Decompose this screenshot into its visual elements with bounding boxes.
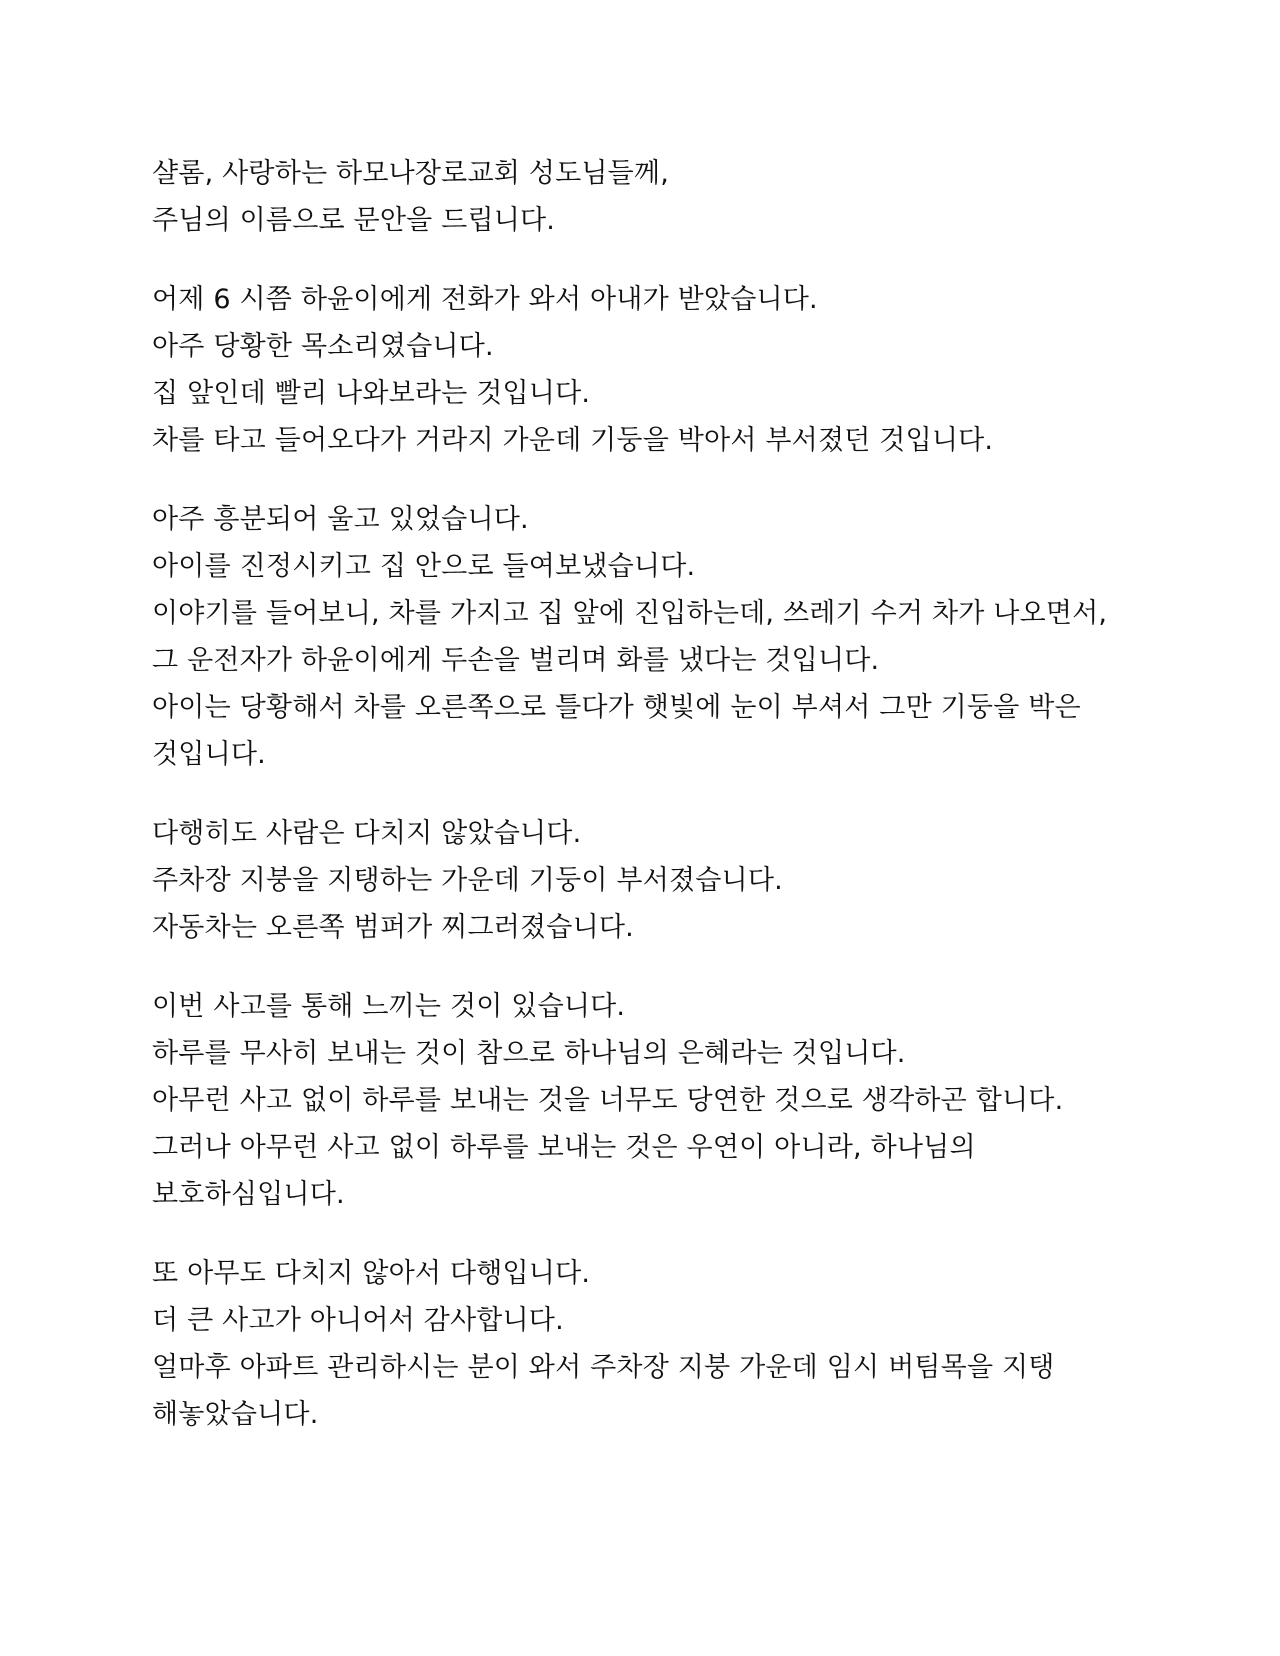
text-line: 이야기를 들어보니, 차를 가지고 집 앞에 진입하는데, 쓰레기 수거 차가 나오면서, xyxy=(152,598,1108,629)
text-line: 차를 타고 들어오다가 거라지 가운데 기둥을 박아서 부서졌던 것입니다. xyxy=(152,425,994,456)
letter-body xyxy=(152,150,1152,1470)
text-line: 해놓았습니다. xyxy=(152,1399,319,1430)
text-line: 주님의 이름으로 문안을 드립니다. xyxy=(152,205,556,236)
text-line: 하루를 무사히 보내는 것이 참으로 하나님의 은혜라는 것입니다. xyxy=(152,1038,906,1069)
text-line: 그 운전자가 하윤이에게 두손을 벌리며 화를 냈다는 것입니다. xyxy=(152,645,880,676)
text-line: 샬롬, 사랑하는 하모나장로교회 성도님들께, xyxy=(152,158,669,189)
text-line: 어제 6 시쯤 하윤이에게 전화가 와서 아내가 받았습니다. xyxy=(152,284,818,315)
text-line: 아주 당황한 목소리였습니다. xyxy=(152,331,494,362)
paragraph-gratitude xyxy=(152,1250,1152,1438)
text-line: 아이를 진정시키고 집 안으로 들여보냈습니다. xyxy=(152,551,696,582)
text-line: 그러나 아무런 사고 없이 하루를 보내는 것은 우연이 아니라, 하나님의 xyxy=(152,1132,976,1163)
text-line: 다행히도 사람은 다치지 않았습니다. xyxy=(152,818,582,849)
text-line: 보호하심입니다. xyxy=(152,1179,345,1210)
paragraph-damage xyxy=(152,810,1152,951)
text-line: 집 앞인데 빨리 나와보라는 것입니다. xyxy=(152,378,591,409)
text-line: 아주 흥분되어 울고 있었습니다. xyxy=(152,504,529,535)
paragraph-greeting xyxy=(152,150,1152,244)
text-line: 아무런 사고 없이 하루를 보내는 것을 너무도 당연한 것으로 생각하곤 합니다. xyxy=(152,1085,1064,1116)
text-line: 자동차는 오른쪽 범퍼가 찌그러졌습니다. xyxy=(152,912,634,943)
paragraph-phone-call xyxy=(152,276,1152,464)
text-line: 주차장 지붕을 지탱하는 가운데 기둥이 부서졌습니다. xyxy=(152,865,783,896)
text-line: 또 아무도 다치지 않아서 다행입니다. xyxy=(152,1258,591,1289)
text-line: 아이는 당황해서 차를 오른쪽으로 틀다가 햇빛에 눈이 부셔서 그만 기둥을 박은 xyxy=(152,692,1081,723)
paragraph-story xyxy=(152,496,1152,778)
paragraph-reflection xyxy=(152,983,1152,1218)
text-line: 이번 사고를 통해 느끼는 것이 있습니다. xyxy=(152,991,626,1022)
text-line: 더 큰 사고가 아니어서 감사합니다. xyxy=(152,1305,564,1336)
text-line: 얼마후 아파트 관리하시는 분이 와서 주차장 지붕 가운데 임시 버팀목을 지탱 xyxy=(152,1352,1055,1383)
text-line: 것입니다. xyxy=(152,739,266,770)
